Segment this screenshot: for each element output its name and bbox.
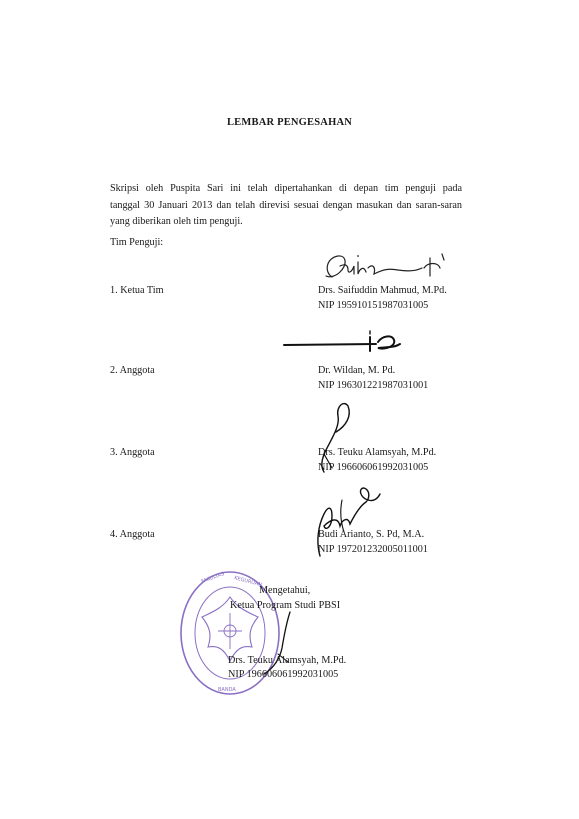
svg-text:KEGURUAN: KEGURUAN: [233, 575, 263, 589]
examiner-3-name: Drs. Teuku Alamsyah, M.Pd.: [318, 447, 437, 458]
team-label: Tim Penguji:: [110, 237, 164, 248]
intro-paragraph: [110, 181, 462, 231]
intro-line-2: tanggal 30 Januari 2013 dan telah direvisi sesuai dengan masukan dan saran-saran: [110, 199, 462, 211]
svg-text:BANDA: BANDA: [218, 687, 236, 693]
examiner-2-nip: NIP 196301221987031001: [318, 380, 429, 391]
examiner-1-nip: NIP 195910151987031005: [318, 300, 429, 311]
examiner-2-name: Dr. Wildan, M. Pd.: [318, 365, 396, 376]
examiner-4-nip: NIP 197201232005011001: [318, 544, 428, 555]
examiner-4-name: Budi Arianto, S. Pd, M.A.: [318, 529, 425, 540]
approval-name: Drs. Teuku Alamsyah, M.Pd.: [228, 655, 347, 666]
approval-label: Mengetahui,: [259, 585, 311, 596]
examiner-4-role: 4. Anggota: [110, 529, 155, 540]
svg-text:FAKULTAS: FAKULTAS: [200, 571, 226, 585]
examiner-1-role: 1. Ketua Tim: [110, 285, 164, 296]
intro-line-1: Skripsi oleh Puspita Sari ini telah dipertahankan di depan tim penguji pada: [110, 183, 462, 194]
approval-position: Ketua Program Studi PBSI: [230, 600, 341, 611]
examiner-3-role: 3. Anggota: [110, 447, 155, 458]
signature-1-icon: [318, 250, 448, 284]
examiner-2-role: 2. Anggota: [110, 365, 155, 376]
examiner-1-name: Drs. Saifuddin Mahmud, M.Pd.: [318, 285, 447, 296]
intro-line-3: yang diberikan oleh tim penguji.: [110, 216, 243, 227]
signature-2-icon: [282, 328, 402, 358]
examiner-3-nip: NIP 196606061992031005: [318, 462, 429, 473]
page-title: LEMBAR PENGESAHAN: [226, 117, 353, 128]
approval-nip: NIP 196606061992031005: [228, 669, 339, 680]
